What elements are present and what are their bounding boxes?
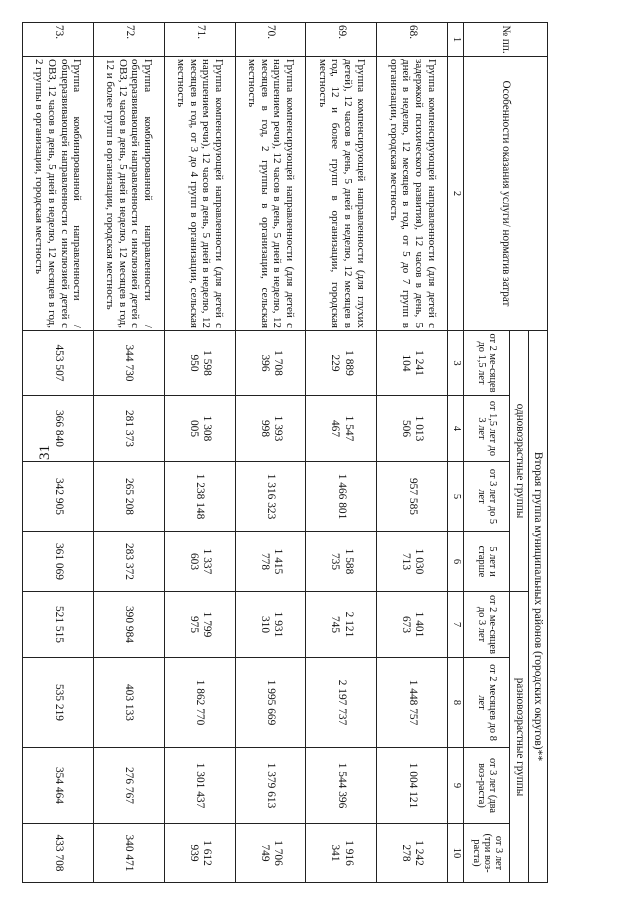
cost-value-line: 344 730 (123, 344, 136, 382)
cost-value-line: 957 585 (406, 477, 419, 516)
cost-value-col-9 (377, 748, 448, 824)
cost-value-line: 467 (329, 419, 342, 438)
cost-value-col-3 (235, 331, 306, 396)
cost-value-col-9 (93, 748, 164, 824)
cost-value-col-10 (164, 824, 235, 883)
cost-value-line: 1 547 (342, 415, 355, 442)
cost-value-col-8 (164, 658, 235, 748)
cost-value-line: 1 995 669 (265, 679, 278, 726)
row-description: Группа компенсирующей направленности (для детей с нарушением речи), 12 часов в день, 5 дней в неделю, 12 месяцев в год, от 3 до 4 групп в организации, сельская местность (164, 57, 235, 331)
cost-value-line: 535 219 (52, 683, 65, 722)
row-number: 73. (23, 23, 94, 57)
cost-value-col-8 (93, 658, 164, 748)
row-description: Группа компенсирующей направленности (для глухих детей), 12 часов в день, 5 дней в неделю, 12 месяцев в год, 12 и более групп в организации, городская местность (306, 57, 377, 331)
cost-value-line: 603 (187, 552, 200, 571)
header-age-col-6: 5 лет и старше (464, 532, 510, 592)
cost-value-line: 521 515 (52, 605, 65, 644)
cost-value-col-9 (235, 748, 306, 824)
cost-value-col-5 (306, 462, 377, 532)
row-number: 72. (93, 23, 164, 57)
cost-value-col-4 (23, 396, 94, 462)
cost-value-col-9 (306, 748, 377, 824)
column-index-3: 3 (448, 331, 464, 396)
cost-value-line: 453 507 (52, 344, 65, 382)
header-feature: Особенности оказания услуги/ норматив затрат (464, 57, 548, 331)
header-number: № пп. (464, 23, 548, 57)
cost-value-line: 735 (329, 552, 342, 571)
cost-value-line: 778 (258, 552, 271, 571)
page-number: 31 (37, 445, 53, 460)
row-number: 71. (164, 23, 235, 57)
cost-value-line: 1 916 (342, 840, 355, 866)
cost-value-col-5 (164, 462, 235, 532)
cost-value-col-9 (164, 748, 235, 824)
cost-value-line: 276 767 (123, 766, 136, 805)
cost-value-col-6 (23, 532, 94, 592)
table-row (93, 23, 164, 883)
cost-value-line: 1 588 (342, 548, 355, 575)
cost-value-col-5 (377, 462, 448, 532)
cost-value-col-6 (164, 532, 235, 592)
cost-value-line: 403 133 (123, 683, 136, 722)
column-index-6: 6 (448, 532, 464, 592)
cost-value-line: 939 (187, 844, 200, 862)
cost-value-line: 396 (258, 354, 271, 372)
header-age-col-4: от 1,5 лет до 3 лет (464, 396, 510, 462)
cost-value-line: 340 471 (123, 834, 136, 872)
cost-value-col-7 (377, 592, 448, 658)
row-description: Группа компенсирующей направленности (для детей с нарушением речи), 12 часов в день, 5 дней в неделю, 12 месяцев в год, 2 группы в организации, сельская местность (235, 57, 306, 331)
cost-value-line: 998 (258, 419, 271, 438)
cost-value-line: 1 544 396 (335, 762, 348, 809)
cost-value-line: 713 (400, 552, 413, 571)
header-same-age: одновозрастные группы (510, 331, 529, 592)
cost-value-col-8 (235, 658, 306, 748)
column-index-7: 7 (448, 592, 464, 658)
column-index-8: 8 (448, 658, 464, 748)
column-index-2: 2 (448, 57, 464, 331)
cost-value-line: 1 242 (413, 840, 426, 866)
cost-value-line: 506 (400, 419, 413, 438)
cost-value-line: 1 612 (200, 840, 213, 866)
cost-value-line: 433 708 (52, 834, 65, 872)
cost-value-col-7 (235, 592, 306, 658)
cost-value-line: 1 004 121 (406, 762, 419, 809)
cost-value-col-5 (235, 462, 306, 532)
cost-value-line: 2 197 737 (335, 679, 348, 726)
cost-value-col-8 (377, 658, 448, 748)
cost-value-col-8 (306, 658, 377, 748)
cost-value-line: 1 301 437 (194, 762, 207, 809)
row-description: Группа комбинированной направленности / общеразвивающей направленности с инклюзией детей с ОВЗ, 12 часов в день, 5 дней в неделю, 12 месяцев в год, 12 и более групп в организации, городская местность (93, 57, 164, 331)
header-age-col-7: от 2 ме-сяцев до 3 лет (464, 592, 510, 658)
cost-value-col-4 (164, 396, 235, 462)
cost-value-line: 1 393 (271, 415, 284, 442)
cost-value-col-7 (93, 592, 164, 658)
header-age-col-8: от 2 месяцев до 8 лет (464, 658, 510, 748)
cost-value-col-3 (93, 331, 164, 396)
cost-value-col-3 (306, 331, 377, 396)
column-index-9: 9 (448, 748, 464, 824)
cost-value-col-8 (23, 658, 94, 748)
header-age-col-5: от 3 лет до 5 лет (464, 462, 510, 532)
table-row (306, 23, 377, 883)
cost-value-col-7 (306, 592, 377, 658)
header-group-title: Вторая группа муниципальных районов (городских округов)** (529, 331, 548, 883)
column-index-4: 4 (448, 396, 464, 462)
cost-value-line: 745 (329, 615, 342, 634)
cost-value-line: 2 121 (342, 611, 355, 638)
cost-value-line: 229 (329, 354, 342, 372)
cost-value-col-6 (306, 532, 377, 592)
cost-value-line: 104 (400, 354, 413, 372)
table-row (377, 23, 448, 883)
cost-value-col-4 (235, 396, 306, 462)
cost-value-line: 1 030 (413, 548, 426, 575)
cost-value-line: 1 308 (200, 415, 213, 442)
cost-value-line: 283 372 (123, 542, 136, 581)
cost-value-col-4 (93, 396, 164, 462)
cost-value-line: 366 840 (52, 409, 65, 448)
table-row (164, 23, 235, 883)
row-number: 68. (377, 23, 448, 57)
table-row (235, 23, 306, 883)
column-index-1: 1 (448, 23, 464, 57)
column-index-10: 10 (448, 824, 464, 883)
cost-value-col-9 (23, 748, 94, 824)
column-index-5: 5 (448, 462, 464, 532)
cost-value-col-3 (164, 331, 235, 396)
cost-value-col-10 (23, 824, 94, 883)
cost-value-col-5 (93, 462, 164, 532)
cost-value-line: 278 (400, 844, 413, 862)
cost-value-line: 673 (400, 615, 413, 634)
row-description: Группа компенсирующей направленности (для детей с задержкой психического развития), 12 часов в день, 5 дней в неделю, 12 месяцев в год, от 5 до 7 групп в организации, городская местность (377, 57, 448, 331)
cost-value-line: 975 (187, 615, 200, 634)
cost-value-col-3 (23, 331, 94, 396)
cost-value-line: 1 448 757 (406, 679, 419, 726)
cost-value-line: 1 931 (271, 611, 284, 638)
cost-value-line: 310 (258, 615, 271, 634)
cost-value-line: 749 (258, 844, 271, 862)
cost-value-line: 1 316 323 (265, 473, 278, 520)
cost-value-line: 1 401 (413, 611, 426, 638)
cost-value-line: 1 799 (200, 611, 213, 638)
cost-value-col-7 (23, 592, 94, 658)
cost-value-col-6 (377, 532, 448, 592)
cost-value-line: 1 598 (200, 350, 213, 376)
header-mixed-age: разновозрастные группы (510, 592, 529, 883)
row-number: 69. (306, 23, 377, 57)
cost-value-col-10 (93, 824, 164, 883)
cost-value-line: 1 238 148 (194, 473, 207, 520)
cost-value-line: 1 379 613 (265, 762, 278, 809)
cost-value-col-10 (306, 824, 377, 883)
cost-value-line: 281 373 (123, 409, 136, 448)
table-row (23, 23, 94, 883)
cost-value-line: 950 (187, 354, 200, 372)
cost-value-line: 005 (187, 419, 200, 438)
cost-value-line: 1 889 (342, 350, 355, 376)
header-age-col-10: от 3 лет (три воз-раста) (464, 824, 510, 883)
cost-value-line: 1 708 (271, 350, 284, 376)
header-age-col-3: от 2 ме-сяцев до 1,5 лет (464, 331, 510, 396)
row-number: 70. (235, 23, 306, 57)
cost-value-line: 390 984 (123, 605, 136, 644)
header-age-col-9: от 3 лет (два воз-раста) (464, 748, 510, 824)
row-description: Группа комбинированной направленности / общеразвивающей направленности с инклюзией детей с ОВЗ, 12 часов в день, 5 дней в неделю, 12 месяцев в год, 2 группы в организации, городская местность (23, 57, 94, 331)
cost-value-col-4 (377, 396, 448, 462)
cost-value-line: 1 706 (271, 840, 284, 866)
cost-value-col-10 (377, 824, 448, 883)
cost-value-col-7 (164, 592, 235, 658)
cost-value-line: 354 464 (52, 766, 65, 805)
cost-value-col-5 (23, 462, 94, 532)
cost-value-col-4 (306, 396, 377, 462)
cost-value-line: 342 905 (52, 477, 65, 516)
cost-value-col-10 (235, 824, 306, 883)
cost-value-col-6 (235, 532, 306, 592)
cost-value-line: 1 466 801 (335, 473, 348, 520)
cost-value-line: 1 013 (413, 415, 426, 442)
cost-value-line: 265 208 (123, 477, 136, 516)
cost-value-line: 1 415 (271, 548, 284, 575)
cost-value-line: 361 069 (52, 542, 65, 581)
cost-value-col-3 (377, 331, 448, 396)
cost-norms-table (22, 22, 548, 883)
cost-value-line: 341 (329, 844, 342, 862)
cost-value-col-6 (93, 532, 164, 592)
cost-value-line: 1 862 770 (194, 679, 207, 726)
cost-value-line: 1 241 (413, 350, 426, 376)
cost-value-line: 1 337 (200, 548, 213, 575)
